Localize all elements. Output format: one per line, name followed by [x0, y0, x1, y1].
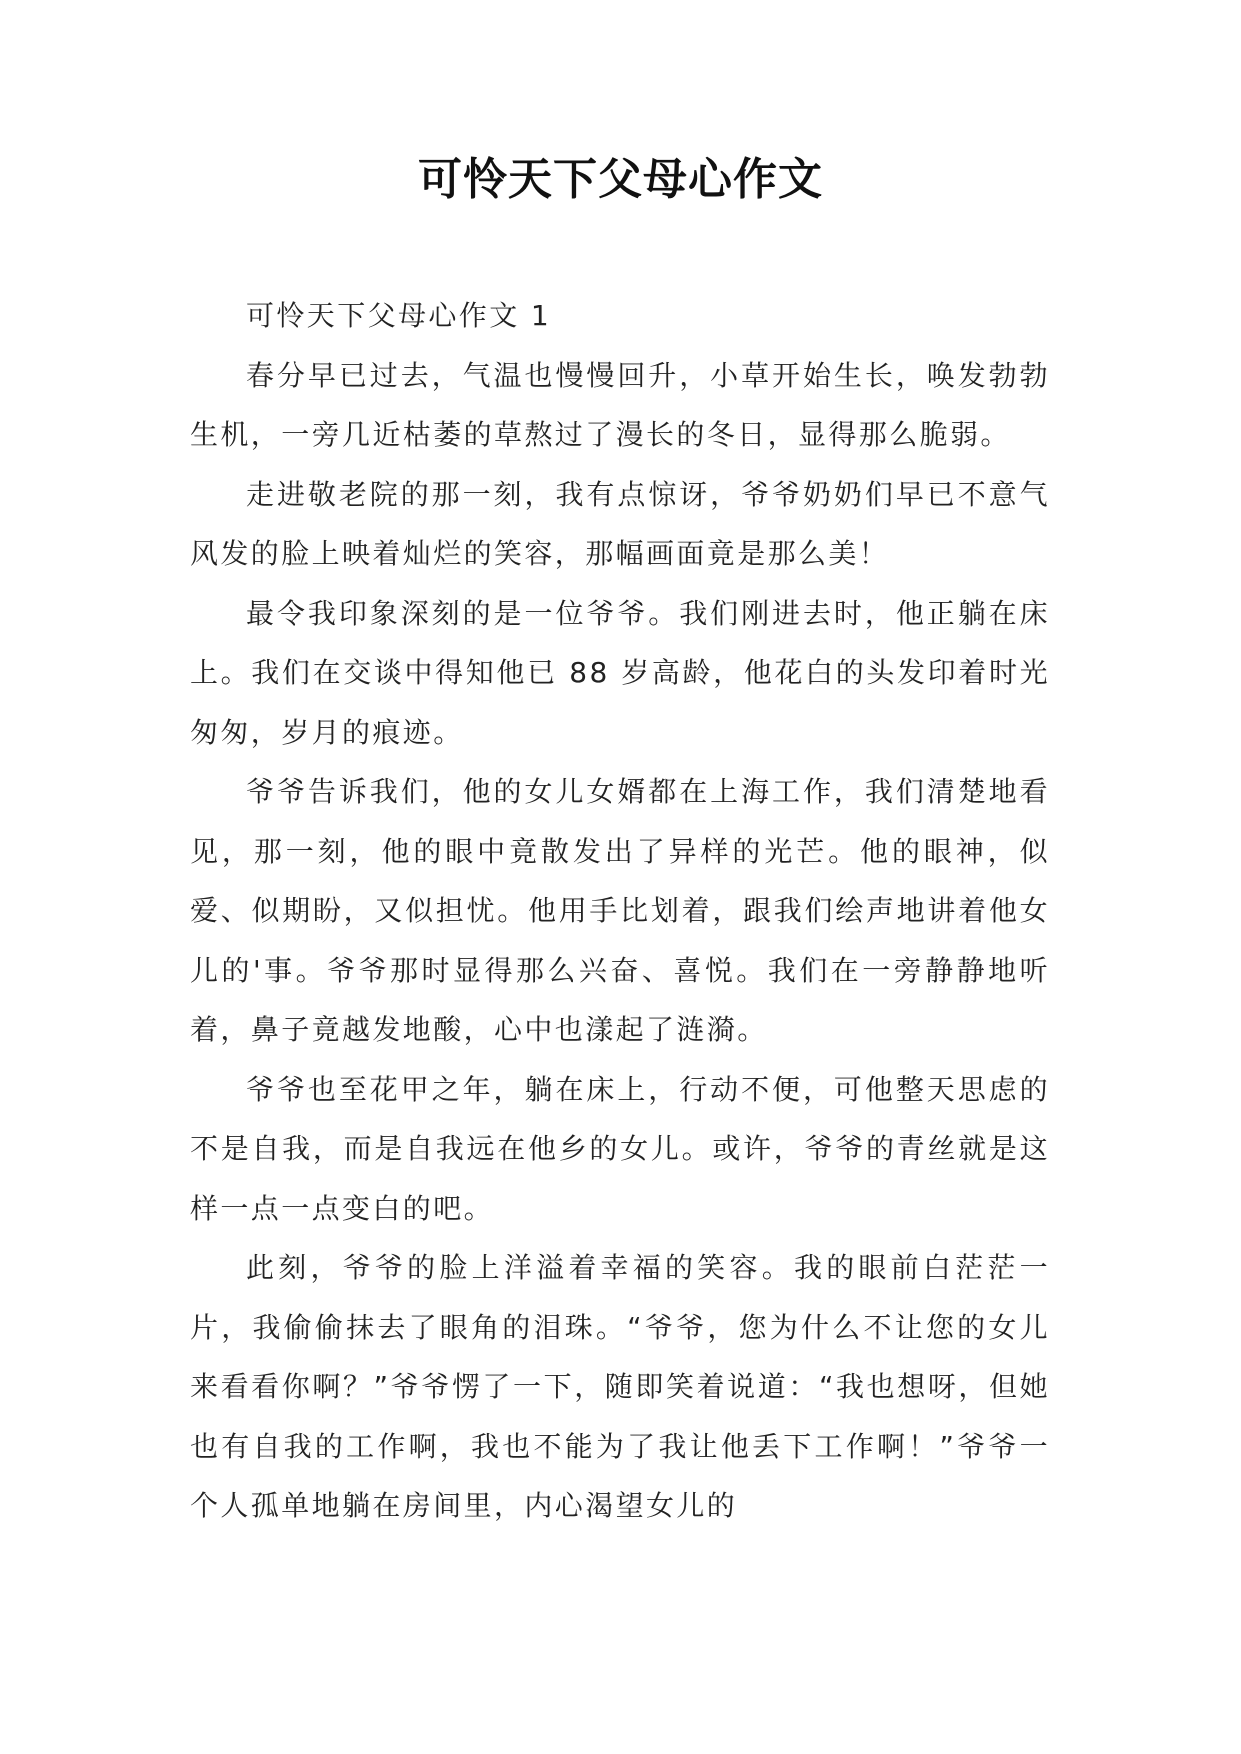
paragraph-5: 爷爷也至花甲之年，躺在床上，行动不便，可他整天思虑的不是自我，而是自我远在他乡的女儿。或许，爷爷的青丝就是这样一点一点变白的吧。 — [190, 1072, 1050, 1225]
document-title: 可怜天下父母心作文 — [418, 154, 823, 205]
paragraph-4: 爷爷告诉我们，他的女儿女婿都在上海工作，我们清楚地看见，那一刻，他的眼中竟散发出了异样的光芒。他的眼神，似爱、似期盼，又似担忧。他用手比划着，跟我们绘声地讲着他女儿的'事。爷爷那时显得那么兴奋、喜悦。我们在一旁静静地听着，鼻子竟越发地酸，心中也漾起了涟漪。 — [190, 775, 1050, 1046]
document-body — [190, 286, 1050, 1536]
paragraph-3: 最令我印象深刻的是一位爷爷。我们刚进去时，他正躺在床上。我们在交谈中得知他已 88 岁高龄，他花白的头发印着时光匆匆，岁月的痕迹。 — [190, 596, 1050, 749]
paragraph-1: 春分早已过去，气温也慢慢回升，小草开始生长，唤发勃勃生机，一旁几近枯萎的草熬过了漫长的冬日，显得那么脆弱。 — [190, 358, 1050, 451]
section-heading: 可怜天下父母心作文 1 — [246, 299, 552, 332]
paragraph-2: 走进敬老院的那一刻，我有点惊讶，爷爷奶奶们早已不意气风发的脸上映着灿烂的笑容，那幅画面竟是那么美！ — [190, 477, 1050, 570]
paragraph-6: 此刻，爷爷的脸上洋溢着幸福的笑容。我的眼前白茫茫一片，我偷偷抹去了眼角的泪珠。“爷爷，您为什么不让您的女儿来看看你啊？”爷爷愣了一下，随即笑着说道：“我也想呀，但她也有自我的工作啊，我也不能为了我让他丢下工作啊！”爷爷一个人孤单地躺在房间里，内心渴望女儿的 — [190, 1251, 1050, 1522]
